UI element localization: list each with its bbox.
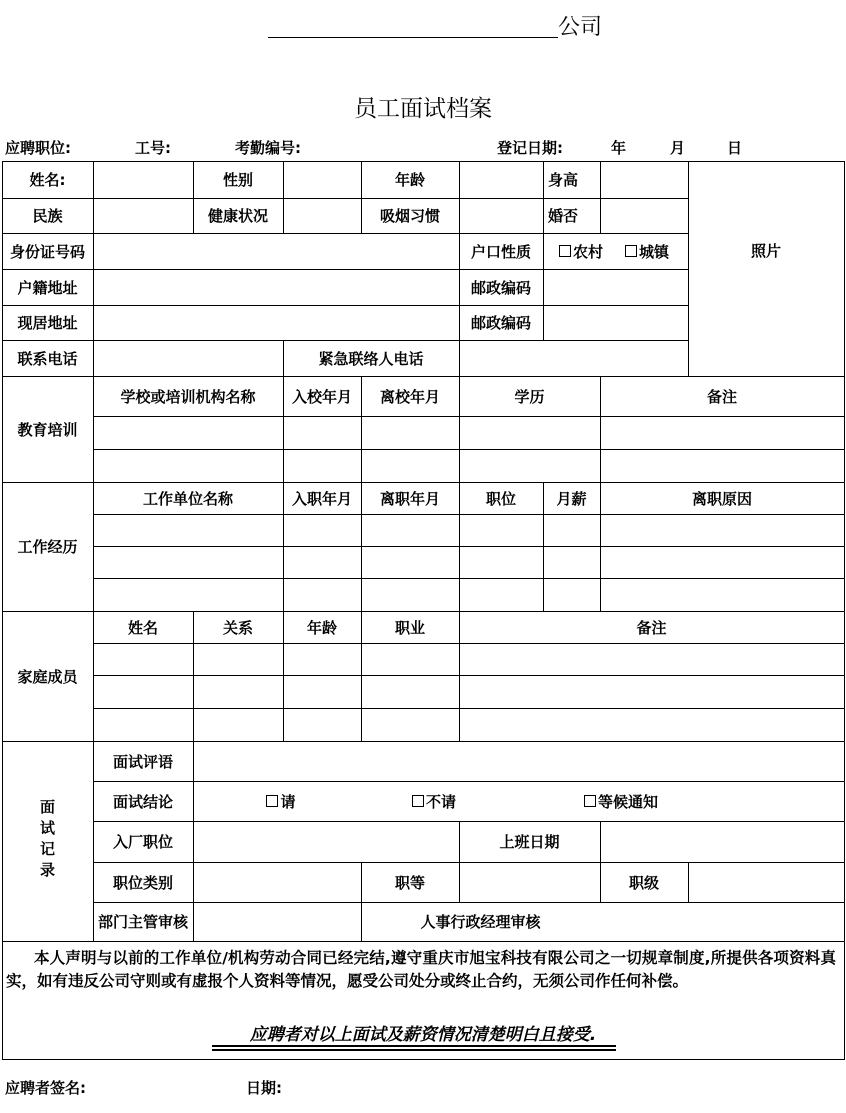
current-address-label: 现居地址: [17, 314, 78, 332]
name-label: 姓名:: [29, 171, 66, 189]
gender-label: 性别: [222, 171, 253, 189]
health-label: 健康状况: [207, 207, 268, 225]
resign-reason-header: 离职原因: [691, 489, 752, 508]
reject-option-label: 不请: [425, 792, 456, 811]
degree-header: 学历: [514, 387, 545, 406]
salary-header: 月薪: [556, 489, 587, 508]
ethnicity-label: 民族: [32, 207, 63, 225]
hukou-type-label: 户口性质: [470, 242, 531, 261]
page-title: 员工面试档案: [354, 96, 492, 122]
work-section-label: 工作经历: [17, 538, 78, 556]
hire-option[interactable]: [256, 781, 306, 821]
family-age-header: 年龄: [306, 618, 337, 637]
employer-header: 工作单位名称: [142, 489, 233, 508]
position-label: 应聘职位:: [5, 139, 71, 157]
rural-checkbox[interactable]: [559, 245, 571, 257]
month-label: 月: [670, 139, 686, 157]
double-underline: [212, 1045, 616, 1047]
leave-date-header: 离校年月: [379, 387, 440, 406]
photo-label: 照片: [750, 242, 781, 260]
height-label: 身高: [547, 171, 578, 189]
rural-option[interactable]: [551, 233, 611, 269]
enroll-date-header: 入校年月: [291, 387, 352, 406]
interview-comment-label: 面试评语: [112, 752, 173, 771]
occupation-header: 职业: [394, 618, 425, 637]
hire-option-label: 请: [280, 792, 296, 811]
job-position-header: 职位: [485, 489, 516, 508]
wait-option-label: 等候通知: [597, 792, 658, 811]
wait-option[interactable]: [576, 781, 666, 821]
marital-label: 婚否: [547, 207, 578, 225]
family-name-header: 姓名: [127, 618, 158, 637]
phone-label: 联系电话: [17, 349, 78, 368]
wait-checkbox[interactable]: [584, 795, 596, 807]
acceptance-statement: 应聘者对以上面试及薪资情况清楚明白且接受.: [249, 1025, 597, 1045]
attendance-no-label: 考勤编号:: [235, 139, 301, 157]
year-label: 年: [611, 139, 627, 157]
interview-section-label: 面试记录: [38, 799, 56, 883]
urban-option[interactable]: [617, 233, 677, 269]
interview-conclusion-label: 面试结论: [112, 792, 173, 811]
dept-review-label: 部门主管审核: [97, 913, 188, 931]
day-label: 日: [727, 139, 743, 157]
declaration-text: 本人声明与以前的工作单位/机构劳动合同已经完结,遵守重庆市旭宝科技有限公司之一切规章制度,所提供各项资料真实，如有违反公司守则或有虚报个人资料等情况，愿受公司处分或终止合约，无须公司作任何补偿。: [6, 949, 836, 990]
employee-no-label: 工号:: [135, 139, 171, 157]
position-category-label: 职位类别: [112, 873, 173, 892]
urban-checkbox[interactable]: [625, 245, 637, 257]
reject-checkbox[interactable]: [412, 795, 424, 807]
level-label: 职级: [628, 873, 659, 892]
company-suffix: 公司: [558, 15, 603, 40]
postal-code-label: 邮政编码: [470, 314, 531, 332]
footer-date-label: 日期:: [246, 1079, 282, 1097]
company-name-blank: [268, 37, 558, 38]
hukou-address-label: 户籍地址: [17, 278, 78, 297]
reject-option[interactable]: [404, 781, 464, 821]
emergency-phone-label: 紧急联络人电话: [318, 349, 424, 368]
grade-label: 职等: [394, 873, 425, 892]
smoking-label: 吸烟习惯: [379, 207, 440, 225]
photo-box: [688, 161, 844, 376]
urban-option-label: 城镇: [638, 242, 669, 261]
hire-checkbox[interactable]: [266, 795, 278, 807]
register-date-label: 登记日期:: [497, 139, 563, 157]
resign-date-header: 离职年月: [379, 489, 440, 508]
school-header: 学校或培训机构名称: [120, 387, 256, 406]
family-section-label: 家庭成员: [17, 667, 78, 686]
education-remark-header: 备注: [706, 387, 737, 406]
postal-code-label: 邮政编码: [470, 278, 531, 297]
education-section-label: 教育培训: [17, 420, 78, 439]
family-remark-header: 备注: [636, 618, 667, 637]
start-date-label: 上班日期: [499, 833, 560, 851]
id-number-label: 身份证号码: [9, 242, 85, 261]
signature-label: 应聘者签名:: [5, 1079, 86, 1097]
entry-position-label: 入厂职位: [112, 833, 173, 851]
rural-option-label: 农村: [572, 242, 603, 261]
relation-header: 关系: [222, 618, 253, 637]
join-date-header: 入职年月: [291, 489, 352, 508]
hr-review-label: 人事行政经理审核: [420, 913, 541, 931]
age-label: 年龄: [394, 171, 425, 189]
